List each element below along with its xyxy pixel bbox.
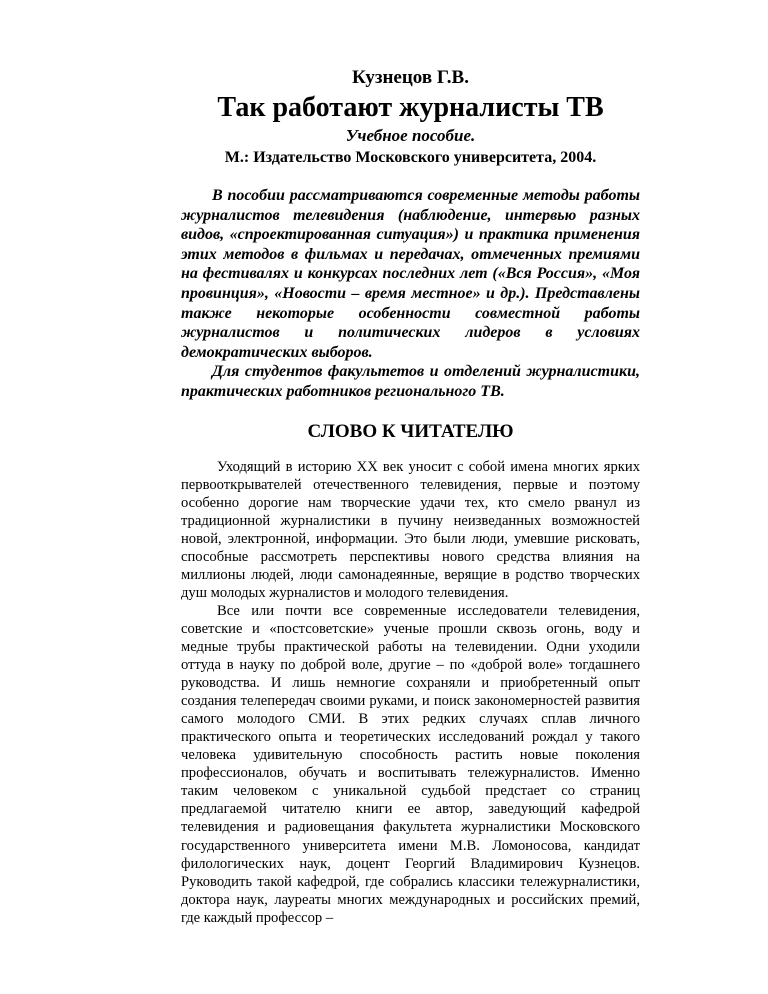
section-body [181, 458, 640, 927]
book-title: Так работают журналисты ТВ [217, 92, 604, 123]
abstract [181, 186, 640, 402]
document-page [181, 66, 640, 927]
publisher-line: М.: Издательство Московского университета, 2004. [224, 149, 597, 166]
body-paragraph: Все или почти все современные исследователи телевидения, советские и «постсоветские» ученые прошли сквозь огонь, воду и медные трубы практической работы на телевидении. Одни уходили оттуда в науку по доброй воле, другие – по «доброй воле» тогдашнего руководства. И лишь немногие сохраняли и приобретенный опыт создания телепередач своими руками, и поиск закономерностей развития самого молодого СМИ. В этих редких случаях сплав личного практического опыта и теоретических исследований рождал у такого человека удивительную способность растить новые поколения профессионалов, обучать и воспитывать тележурналистов. Именно таким человеком с уникальной судьбой предстает со страниц предлагаемой читателю книги ее автор, заведующий кафедрой телевидения и радиовещания факультета журналистики Московского государственного университета имени М.В. Ломоносова, кандидат филологических наук, доцент Георгий Владимирович Кузнецов. Руководить такой кафедрой, где собрались классики тележурналистики, доктора наук, лауреаты многих международных и российских премий, где каждый профессор – [181, 602, 640, 926]
abstract-paragraph: Для студентов факультетов и отделений журналистики, практических работников регионального ТВ. [181, 363, 640, 400]
book-subtitle: Учебное пособие. [345, 126, 476, 145]
book-author: Кузнецов Г.В. [352, 67, 469, 88]
section-heading: СЛОВО К ЧИТАТЕЛЮ [307, 420, 514, 442]
body-paragraph: Уходящий в историю XX век уносит с собой имена многих ярких первооткрывателей отечественного телевидения, первые и поэтому особенно дорогие нам творческие удачи тех, кто смело рванул из традиционной журналистики в пучину неизведанных возможностей новой, электронной, информации. Это были люди, умевшие рисковать, способные рассмотреть перспективы нового средства влияния на миллионы людей, люди самонадеянные, верящие в родство творческих душ молодых журналистов и молодого телевидения. [181, 458, 640, 601]
abstract-paragraph: В пособии рассматриваются современные методы работы журналистов телевидения (наблюдение, интервью разных видов, «спроектированная ситуация») и практика применения этих методов в фильмах и передачах, отмеченных премиями на фестивалях и конкурсах последних лет («Вся Россия», «Моя провинция», «Новости – время местное» и др.). Представлены также некоторые особенности совместной работы журналистов и политических лидеров в условиях демократических выборов. [181, 187, 640, 361]
